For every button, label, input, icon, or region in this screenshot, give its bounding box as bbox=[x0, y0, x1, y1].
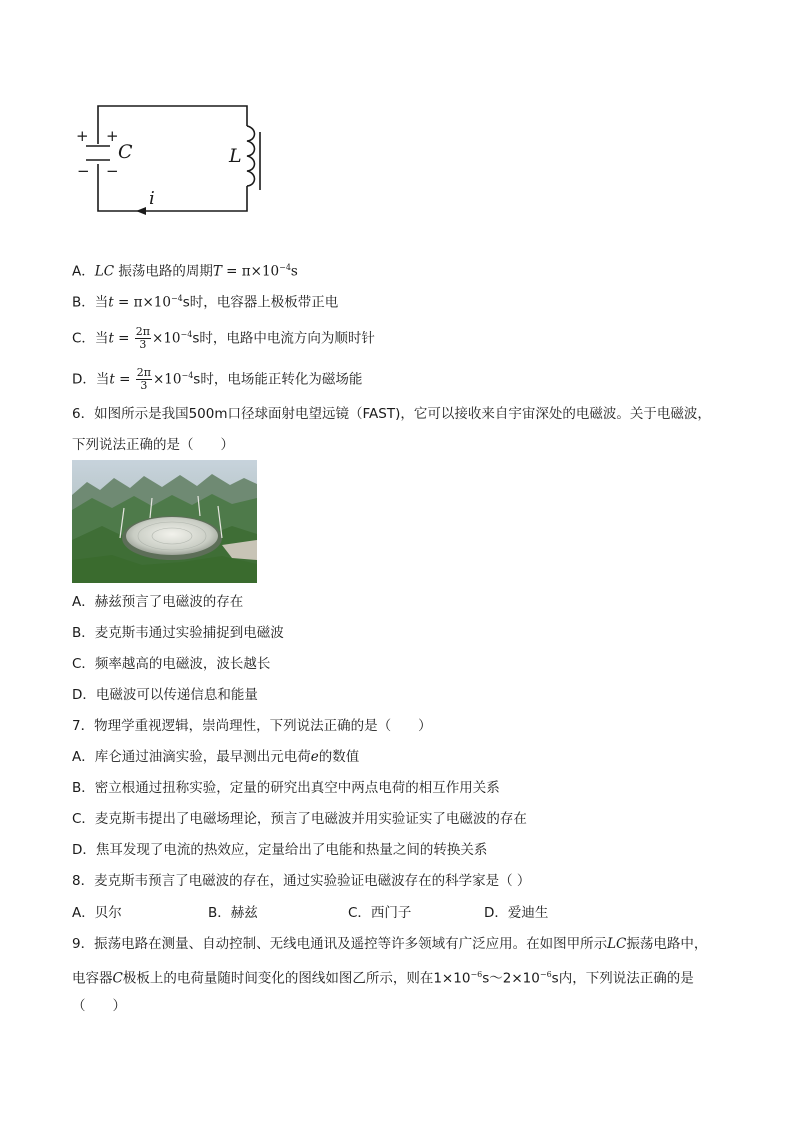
q8-option-c: C．西门子 bbox=[348, 905, 412, 921]
q7-option-c: C．麦克斯韦提出了电磁场理论，预言了电磁波并用实验证实了电磁波的存在 bbox=[72, 811, 527, 827]
fraction-2pi-over-3: $\frac{2\pi}{3}$ bbox=[135, 325, 151, 351]
circuit-wire-top bbox=[98, 106, 247, 144]
q8-option-a: A．贝尔 bbox=[72, 905, 122, 921]
lc-circuit-diagram bbox=[72, 96, 272, 216]
q8-option-b: B．赫兹 bbox=[208, 905, 258, 921]
q9-stem-line2: 电容器C极板上的电荷量随时间变化的图线如图乙所示，则在$1\times 10^{-6}s\sim 2\times 10^{-6}s$内，下列说法正确的是 bbox=[72, 970, 694, 987]
q7-stem: 7．物理学重视逻辑，崇尚理性，下列说法正确的是（ ） bbox=[72, 718, 432, 734]
capacitor-label: C bbox=[118, 141, 133, 163]
q9-stem-line3: （ ） bbox=[72, 998, 126, 1014]
q6-stem-line1: 6．如图所示是我国500m口径球面射电望远镜（FAST)，它可以接收来自宇宙深处的电磁波。关于电磁波， bbox=[72, 406, 711, 422]
q6-option-a: A．赫兹预言了电磁波的存在 bbox=[72, 594, 244, 610]
minus-sign-outer: − bbox=[77, 162, 90, 180]
q5-option-d: D．当t = $\frac{2\pi}{3}$ $\times 10^{-4}s$时，电场能正转化为磁场能 bbox=[72, 366, 363, 392]
q6-option-c: C．频率越高的电磁波，波长越长 bbox=[72, 656, 271, 672]
q6-stem-line2: 下列说法正确的是（ ） bbox=[72, 437, 234, 453]
q5-option-c: C．当t = $\frac{2\pi}{3}$ $\times 10^{-4}s$时，电路中电流方向为顺时针 bbox=[72, 325, 375, 351]
q8-stem: 8．麦克斯韦预言了电磁波的存在，通过实验验证电磁波存在的科学家是（ ） bbox=[72, 873, 531, 889]
plus-sign-inner: + bbox=[106, 127, 119, 145]
q5-option-a: A．LC 振荡电路的周期$T = \pi\times 10^{-4}s$ bbox=[72, 263, 298, 280]
q9-stem-line1: 9．振荡电路在测量、自动控制、无线电通讯及遥控等许多领域有广泛应用。在如图甲所示LC振荡电路中， bbox=[72, 936, 708, 952]
q8-option-d: D．爱迪生 bbox=[484, 905, 549, 921]
plus-sign-outer: + bbox=[76, 127, 89, 145]
fraction-2pi-over-3: $\frac{2\pi}{3}$ bbox=[136, 366, 151, 392]
inductor-coil bbox=[247, 126, 255, 186]
minus-sign-inner: − bbox=[106, 162, 119, 180]
current-label: i bbox=[149, 188, 155, 209]
q7-option-d: D．焦耳发现了电流的热效应，定量给出了电能和热量之间的转换关系 bbox=[72, 842, 488, 858]
q7-option-b: B．密立根通过扭称实验，定量的研究出真空中两点电荷的相互作用关系 bbox=[72, 780, 500, 796]
telescope-dish bbox=[126, 517, 218, 555]
inductor-label: L bbox=[229, 145, 242, 167]
q6-option-d: D．电磁波可以传递信息和能量 bbox=[72, 687, 258, 703]
q6-option-b: B．麦克斯韦通过实验捕捉到电磁波 bbox=[72, 625, 284, 641]
q7-option-a: A．库仑通过油滴实验，最早测出元电荷e的数值 bbox=[72, 749, 360, 765]
fast-telescope-photo bbox=[72, 460, 257, 583]
current-arrow bbox=[136, 207, 146, 215]
circuit-wire-bottom bbox=[98, 164, 247, 211]
q5-option-b: B．当$t = \pi\times 10^{-4}s$时，电容器上极板带正电 bbox=[72, 294, 339, 311]
